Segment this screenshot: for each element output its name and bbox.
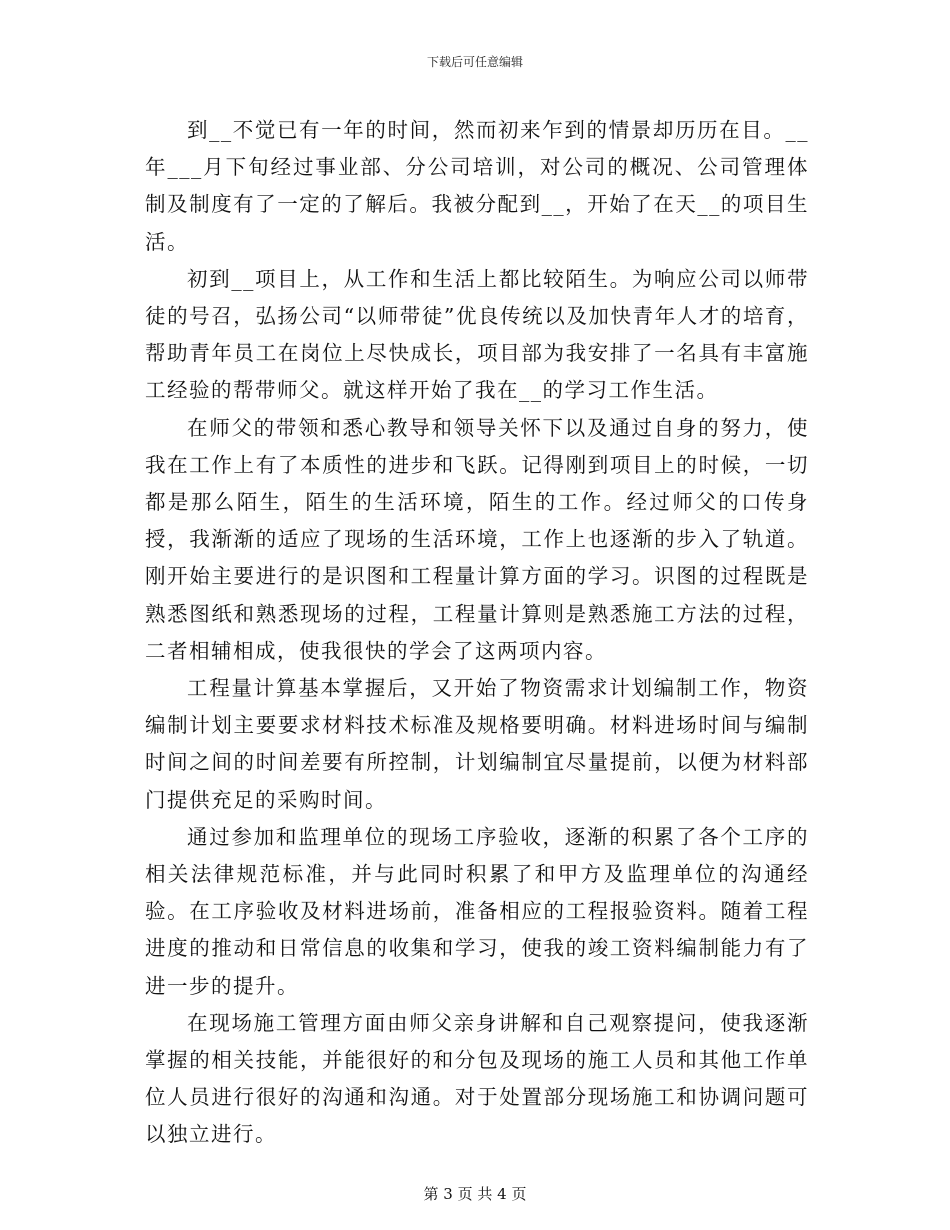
paragraph-3: 在师父的带领和悉心教导和领导关怀下以及通过自身的努力，使我在工作上有了本质性的进步和飞跃。记得刚到项目上的时候，一切都是那么陌生，陌生的生活环境，陌生的工作。经过师父的口传身授，我渐渐的适应了现场的生活环境，工作上也逐渐的步入了轨道。刚开始主要进行的是识图和工程量计算方面的学习。识图的过程既是熟悉图纸和熟悉现场的过程，工程量计算则是熟悉施工方法的过程，二者相辅相成，使我很快的学会了这两项内容。 — [145, 415, 809, 663]
document-body — [145, 112, 809, 1154]
paragraph-5: 通过参加和监理单位的现场工序验收，逐渐的积累了各个工序的相关法律规范标准，并与此同时积累了和甲方及监理单位的沟通经验。在工序验收及材料进场前，准备相应的工程报验资料。随着工程进度的推动和日常信息的收集和学习，使我的竣工资料编制能力有了进一步的提升。 — [145, 824, 809, 998]
paragraph-4: 工程量计算基本掌握后，又开始了物资需求计划编制工作，物资编制计划主要要求材料技术标准及规格要明确。材料进场时间与编制时间之间的时间差要有所控制，计划编制宜尽量提前，以便为材料部门提供充足的采购时间。 — [145, 676, 809, 812]
paragraph-2: 初到__项目上，从工作和生活上都比较陌生。为响应公司以师带徒的号召，弘扬公司“以师带徒”优良传统以及加快青年人才的培育，帮助青年员工在岗位上尽快成长，项目部为我安排了一名具有丰富施工经验的帮带师父。就这样开始了我在__的学习工作生活。 — [145, 266, 809, 403]
page-footer: 第 3 页 共 4 页 — [423, 1185, 527, 1203]
paragraph-6: 在现场施工管理方面由师父亲身讲解和自己观察提问，使我逐渐掌握的相关技能，并能很好的和分包及现场的施工人员和其他工作单位人员进行很好的沟通和沟通。对于处置部分现场施工和协调问题可以独立进行。 — [145, 1010, 809, 1147]
paragraph-1: 到__不觉已有一年的时间，然而初来乍到的情景却历历在目。__年___月下旬经过事业部、分公司培训，对公司的概况、公司管理体制及制度有了一定的了解后。我被分配到__，开始了在天__的项目生活。 — [145, 118, 809, 254]
page-header: 下载后可任意编辑 — [426, 55, 523, 69]
